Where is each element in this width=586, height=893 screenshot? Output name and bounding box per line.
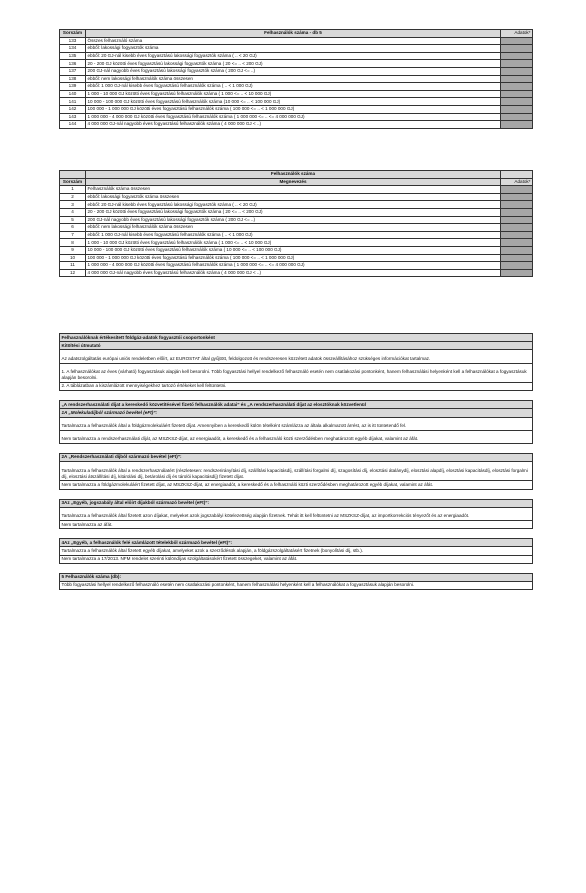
data-input-cell[interactable] xyxy=(501,269,533,277)
table-row xyxy=(60,121,533,129)
section-1a-heading: 1A „Molekuladíjból származó bevétel (eFt)”: xyxy=(60,409,532,417)
guide-paragraph-1: Az adatszolgáltatás európai uniós rendeletben előírt, az EUROSTAT által gyűjtött, feldolgozott és rendszeresen közzétett adatok összeállításához szükséges információkat tartalmaz. xyxy=(60,350,532,363)
row-number: 2 xyxy=(60,193,86,201)
table-row xyxy=(60,193,533,201)
section-2a-heading: 2A „Rendszerhasználati díjból származó bevétel (eFt)”: xyxy=(60,454,532,462)
table-row xyxy=(60,269,533,277)
row-label: ebből: 1 000 GJ-nál kisebb éves fogyasztású felhasználók száma ( .. < 1 000 GJ) xyxy=(86,83,501,91)
section-2a-excludes: Nem tartalmazza a földgázmolekuláért fizetett díjat, az MSZKSZ-díjat, az energiaadót, a kereskedő és a felhasználó közti szerződésben meghatározott egyéb díjakat, valamint az áfát. xyxy=(60,481,532,489)
data-input-cell[interactable] xyxy=(501,239,533,247)
table-row xyxy=(60,83,533,91)
row-label: ebből: lakossági fogyasztók száma összesen xyxy=(86,193,501,201)
section-3a-excludes: Nem tartalmazza az áfát. xyxy=(60,521,532,529)
table-row xyxy=(60,254,533,262)
data-input-cell[interactable] xyxy=(501,75,533,83)
row-label: ebből: 20 GJ-nál kisebb éves fogyasztású lakossági fogyasztók száma ( .. < 20 GJ) xyxy=(86,201,501,209)
row-label: 10 000 - 100 000 GJ közötti éves fogyasztású felhasználók száma (10 000 <= .. < 100 000 GJ) xyxy=(86,98,501,106)
col-header-adatok: Adatok* xyxy=(501,30,533,38)
col-header-title: Felhasználók száma - db 5 xyxy=(86,30,501,38)
row-number: 9 xyxy=(60,246,86,254)
row-label: 1 000 000 - 4 000 000 GJ közötti éves fogyasztású felhasználók száma ( 1 000 000 <= .. <= 4 000 000 GJ) xyxy=(86,113,501,121)
data-input-cell[interactable] xyxy=(501,246,533,254)
table-row xyxy=(60,208,533,216)
table-felhasznalok-szama-2 xyxy=(59,170,533,277)
table-row xyxy=(60,105,533,113)
section-1a-excludes: Nem tartalmazza a rendszerhasználati díját, az MSZKSZ-díjat, az energiaadót, a kereskedő és a felhasználó közti szerződésben meghatározott egyéb díjakat, valamint az áfát. xyxy=(60,431,532,444)
table-row xyxy=(60,113,533,121)
data-input-cell[interactable] xyxy=(501,105,533,113)
row-number: 8 xyxy=(60,239,86,247)
row-number: 139 xyxy=(60,83,86,91)
section-5-text: Több fogyasztási hellyel rendelkező felhasználó esetén nem csatlakozási pontonként, hanem felhasználási helyenként kell a felhasználókat a fogyasztásuk alapján besorolni. xyxy=(60,582,532,590)
row-number: 4 xyxy=(60,208,86,216)
table-row xyxy=(60,75,533,83)
data-input-cell[interactable] xyxy=(501,52,533,60)
section-1a-includes: Tartalmazza a felhasználók által a földgázmolekuláért fizetett díjat. Amennyiben a kereskedő külön tételként számlázza az általa alkalmazott árrést, az is itt tüntetendő fel. xyxy=(60,418,532,431)
row-number: 10 xyxy=(60,254,86,262)
row-label: ebből: nem lakossági felhasználók száma összesen xyxy=(86,224,501,232)
row-number: 140 xyxy=(60,90,86,98)
row-number: 136 xyxy=(60,60,86,68)
section-4a-excludes: Nem tartalmazza a 17/2013. NFM rendelet szerinti különdíjas szolgáltatásokért fizetett összegeket, valamint az áfát. xyxy=(60,556,532,564)
col-header-sorszam: Sorszám xyxy=(60,178,86,186)
row-label: 1 000 - 10 000 GJ közötti éves fogyasztású felhasználók száma ( 1 000 <= .. < 10 000 GJ) xyxy=(86,239,501,247)
data-input-cell[interactable] xyxy=(501,208,533,216)
row-number: 5 xyxy=(60,216,86,224)
col-header-sorszam: Sorszám xyxy=(60,30,86,38)
row-number: 142 xyxy=(60,105,86,113)
data-input-cell[interactable] xyxy=(501,201,533,209)
row-label: 100 000 - 1 000 000 GJ közötti éves fogyasztású felhasználók száma ( 100 000 <= .. < 1 000 000 GJ) xyxy=(86,105,501,113)
guide-heading: Kitöltési útmutató xyxy=(60,342,532,350)
row-label: 4 000 000 GJ-nál nagyobb éves fogyasztású felhasználók száma ( 4 000 000 GJ < ..) xyxy=(86,121,501,129)
row-number: 3 xyxy=(60,201,86,209)
guide-paragraph-2: 1. A felhasználókat az éves (várható) fogyasztásuk alapján kell besorolni. Több fogyasztási hellyel rendelkező felhasználó esetén nem csatlakozási pontonként, hanem felhasználási helyenként kell a felhasználókat a fogyasztásuk alapján besorolni. xyxy=(60,364,532,383)
data-input-cell[interactable] xyxy=(501,193,533,201)
row-number: 12 xyxy=(60,269,86,277)
section-4a-includes: Tartalmazza a felhasználók által fizetett egyéb díjakat, amelyeket azok a szerződésük alapján, a földgázszolgáltatásért fizetnek (bonyolítási díj, stb.). xyxy=(60,547,532,555)
top-right-blank xyxy=(501,171,533,179)
row-number: 133 xyxy=(60,37,86,45)
table-row xyxy=(60,90,533,98)
row-label: Összes felhasználó száma xyxy=(86,37,501,45)
notes-title: Felhasználóknak értékesített földgáz-adatok fogyasztói csoportonként xyxy=(60,334,532,342)
table-felhasznalok-szama-1 xyxy=(59,29,533,129)
data-input-cell[interactable] xyxy=(501,231,533,239)
row-label: 10 000 - 100 000 GJ közötti éves fogyasztású felhasználók száma ( 10 000 <= .. < 100 000 GJ) xyxy=(86,246,501,254)
row-label: 4 000 000 GJ-nál nagyobb éves fogyasztású felhasználók száma ( 4 000 000 GJ < ..) xyxy=(86,269,501,277)
row-number: 137 xyxy=(60,67,86,75)
data-input-cell[interactable] xyxy=(501,37,533,45)
data-input-cell[interactable] xyxy=(501,262,533,270)
table-row xyxy=(60,246,533,254)
data-input-cell[interactable] xyxy=(501,83,533,91)
row-label: ebből: 1 000 GJ-nál kisebb éves fogyasztású felhasználók száma ( .. < 1 000 GJ) xyxy=(86,231,501,239)
data-input-cell[interactable] xyxy=(501,90,533,98)
col-header-megnevezes: Megnevezés xyxy=(86,178,501,186)
section-2a-includes: Tartalmazza a felhasználók által a rendszerhasználatért (részletesen: rendszerirányítási díj, szállítási kapacitásdíj, szállítási forgalmi díj, szagosítási díj, elosztási átalánydíj, elosztási alapdíj, elosztási kapacitásdíj, elosztási forgalmi díj, elosztási átszállítási díj, kitárolási díj, betárolási díj és tárolói kapacitásdíj) fizetett díjat. xyxy=(60,462,532,481)
table-row xyxy=(60,231,533,239)
data-input-cell[interactable] xyxy=(501,113,533,121)
row-label: 200 GJ-nál nagyobb éves fogyasztású lakossági fogyasztók száma ( 200 GJ <= ..) xyxy=(86,67,501,75)
row-label: 20 - 200 GJ közötti éves fogyasztású lakossági fogyasztók száma ( 20 <= .. < 200 GJ) xyxy=(86,208,501,216)
section-5-heading: 5 Felhasználók száma (db): xyxy=(60,574,532,582)
data-input-cell[interactable] xyxy=(501,98,533,106)
table-row xyxy=(60,98,533,106)
row-number: 1 xyxy=(60,186,86,194)
row-label: 1 000 - 10 000 GJ közötti éves fogyasztású felhasználók száma ( 1 000 <= .. < 10 000 GJ) xyxy=(86,90,501,98)
table-row xyxy=(60,67,533,75)
section-4a-heading: 4Az „Egyéb, a felhasználók felé számlázott tételekből származó bevétel (eFt)”: xyxy=(60,539,532,547)
section-1-heading: „A rendszerhasználati díjat a kereskedő közvetítésével fizető felhasználók adatai” és „A rendszerhasználati díjat az elosztóknak közvetlenül xyxy=(60,401,532,409)
data-input-cell[interactable] xyxy=(501,224,533,232)
table-row xyxy=(60,201,533,209)
row-number: 7 xyxy=(60,231,86,239)
top-left-blank xyxy=(60,171,86,179)
row-number: 134 xyxy=(60,45,86,53)
table-row xyxy=(60,52,533,60)
row-number: 6 xyxy=(60,224,86,232)
data-input-cell[interactable] xyxy=(501,45,533,53)
row-label: 100 000 - 1 000 000 GJ közötti éves fogyasztású felhasználók száma ( 100 000 <= .. < 1 000 000 GJ) xyxy=(86,254,501,262)
data-input-cell[interactable] xyxy=(501,216,533,224)
row-label: ebből: nem lakossági felhasználók száma összesen xyxy=(86,75,501,83)
table-row xyxy=(60,60,533,68)
table-row xyxy=(60,37,533,45)
row-number: 143 xyxy=(60,113,86,121)
row-number: 144 xyxy=(60,121,86,129)
table-row xyxy=(60,224,533,232)
row-label: 1 000 000 - 4 000 000 GJ közötti éves fogyasztású felhasználók száma ( 1 000 000 <= .. <= 4 000 000 GJ) xyxy=(86,262,501,270)
data-input-cell[interactable] xyxy=(501,254,533,262)
row-number: 141 xyxy=(60,98,86,106)
table-row xyxy=(60,45,533,53)
data-input-cell[interactable] xyxy=(501,121,533,129)
table-row xyxy=(60,186,533,194)
table2-top-title: Felhasználók száma xyxy=(86,171,501,179)
col-header-adatok: Adatok* xyxy=(501,178,533,186)
table-row xyxy=(60,239,533,247)
row-number: 135 xyxy=(60,52,86,60)
data-input-cell[interactable] xyxy=(501,186,533,194)
table2-body xyxy=(60,186,533,277)
row-label: ebből: lakossági fogyasztók száma xyxy=(86,45,501,53)
row-label: Felhasználók száma összesen xyxy=(86,186,501,194)
data-input-cell[interactable] xyxy=(501,60,533,68)
guide-paragraph-3: 2. A táblázatban a kiszámlázott mennyiségekhez tartozó értékeket kell feltüntetni. xyxy=(60,383,532,391)
section-3a-includes: Tartalmazza a felhasználók által fizetett azon díjakat, melyeket azok jogszabályi kötelezettség alapján fizetnek. Tehát itt kell feltüntetni az MSZKSZ-díjat, az importkorrekciós tényezőt és az energiaadót. xyxy=(60,508,532,521)
instructions-block xyxy=(59,333,533,590)
table1-body xyxy=(60,37,533,128)
row-number: 11 xyxy=(60,262,86,270)
row-label: ebből: 20 GJ-nál kisebb éves fogyasztású lakossági fogyasztók száma ( .. < 20 GJ) xyxy=(86,52,501,60)
row-label: 20 - 200 GJ közötti éves fogyasztású lakossági fogyasztók száma ( 20 <= .. < 200 GJ) xyxy=(86,60,501,68)
data-input-cell[interactable] xyxy=(501,67,533,75)
section-3a-heading: 3Az „Egyéb, jogszabály által előírt díjakból származó bevétel (eFt)”: xyxy=(60,500,532,508)
table-row xyxy=(60,216,533,224)
row-number: 138 xyxy=(60,75,86,83)
row-label: 200 GJ-nál nagyobb éves fogyasztású lakossági fogyasztók száma ( 200 GJ <= ..) xyxy=(86,216,501,224)
table-row xyxy=(60,262,533,270)
